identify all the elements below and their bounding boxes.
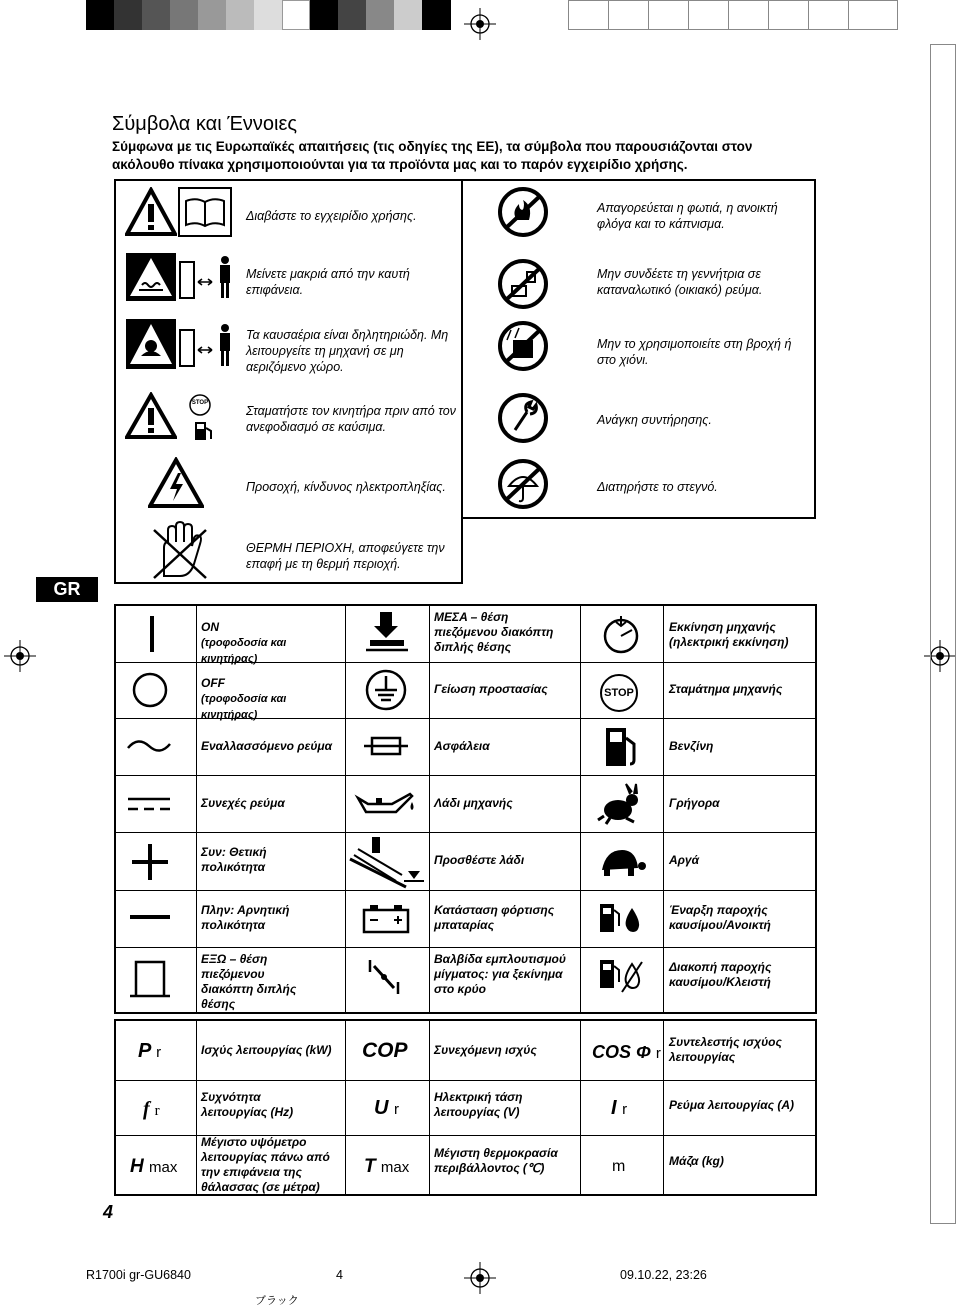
keep-distance-icon (178, 318, 238, 370)
param-symbol-hmax: H max (130, 1156, 178, 1177)
symbol-text-plus: Συν: Θετική πολικότητα (201, 845, 267, 874)
choke-valve-icon (364, 956, 404, 998)
param-text-ir: Ρεύμα λειτουργίας (A) (669, 1098, 795, 1112)
fuel-off-icon (596, 956, 646, 996)
param-symbol-ir: I r (611, 1097, 628, 1119)
symbol-text-start: Εκκίνηση μηχανής (ηλεκτρική εκκίνηση) (669, 620, 789, 649)
maintenance-wrench-icon (497, 392, 549, 444)
param-symbol-pr: P r (138, 1040, 162, 1062)
ground-icon (364, 668, 408, 712)
param-symbol-fr: f r (143, 1098, 160, 1120)
no-mains-connection-icon (497, 258, 549, 310)
symbol-text-ac: Εναλλασσόμενο ρεύμα (201, 739, 333, 753)
param-symbol-cop: COP (362, 1039, 408, 1062)
footer-color: ブラック (255, 1295, 299, 1307)
safety-text-exhaust: Τα καυσαέρια είναι δηλητηριώδη. Μη λειτουργείτε τη μηχανή σε μη αεριζόμενο χώρο. (246, 328, 449, 374)
slow-turtle-icon (594, 846, 646, 880)
manual-book-icon (178, 187, 232, 237)
symbol-text-stop: Σταμάτημα μηχανής (669, 682, 783, 696)
keep-dry-icon (497, 458, 549, 510)
safety-text-hot-surface: Μείνετε μακριά από την καυτή επιφάνεια. (246, 267, 410, 297)
registration-strip-right (930, 44, 956, 1224)
footer-page: 4 (336, 1268, 343, 1282)
registration-blocks-right (568, 0, 898, 30)
no-rain-icon (497, 320, 549, 372)
add-oil-icon (346, 835, 426, 889)
param-text-cos: Συντελεστής ισχύος λειτουργίας (669, 1035, 782, 1064)
symbol-text-petrol: Βενζίνη (669, 739, 714, 753)
fuel-pump-icon (193, 420, 215, 442)
registration-mark-top (464, 8, 496, 40)
symbol-text-battery: Κατάσταση φόρτισης μπαταρίας (434, 903, 555, 932)
hot-surface-icon (125, 252, 177, 302)
footer-file: R1700i gr-GU6840 (86, 1268, 191, 1282)
safety-text-keep-dry: Διατηρήστε το στεγνό. (597, 480, 718, 494)
symbol-text-fuel-on: Έναρξη παροχής καυσίμου/Ανοικτή (669, 903, 771, 932)
toxic-exhaust-icon (125, 318, 177, 370)
safety-text-hot-area: ΘΕΡΜΗ ΠΕΡΙΟΧΗ, αποφεύγετε την επαφή με τη θερμή περιοχή. (246, 541, 445, 571)
param-text-m: Μάζα (kg) (669, 1154, 724, 1168)
param-symbol-m: m (612, 1158, 626, 1175)
param-text-pr: Ισχύς λειτουργίας (kW) (201, 1043, 332, 1057)
safety-text-no-mains: Μην συνδέετε τη γεννήτρια σε καταναλωτικό (οικιακό) ρεύμα. (597, 267, 763, 297)
fuel-on-icon (596, 900, 646, 938)
electric-hazard-icon (148, 457, 204, 509)
in-position-icon (364, 610, 410, 656)
fast-rabbit-icon (596, 782, 644, 826)
param-text-tmax: Μέγιστη θερμοκρασία περιβάλλοντος (℃) (434, 1146, 558, 1175)
safety-text-electric: Προσοχή, κίνδυνος ηλεκτροπληξίας. (246, 480, 446, 494)
symbol-text-slow: Αργά (669, 853, 700, 867)
safety-text-no-rain: Μην το χρησιμοποιείτε στη βροχή ή στο χιόνι. (597, 337, 792, 367)
symbol-text-minus: Πλην: Αρνητική πολικότητα (201, 903, 290, 932)
language-tab: GR (36, 577, 98, 602)
param-symbol-ur: U r (374, 1097, 400, 1119)
safety-text-stop-refuel: Σταματήστε τον κινητήρα πριν από τον ανεφοδιασμό σε καύσιμα. (246, 404, 456, 434)
stop-icon-text: STOP (604, 687, 634, 699)
on-line-icon (146, 614, 158, 654)
symbol-text-fast: Γρήγορα (669, 796, 720, 810)
engine-start-icon (600, 612, 642, 656)
param-text-fr: Συχνότητα λειτουργίας (Hz) (201, 1090, 294, 1119)
page-number: 4 (103, 1202, 114, 1222)
symbol-text-engine-oil: Λάδι μηχανής (434, 796, 513, 810)
symbol-text-fuse: Ασφάλεια (434, 739, 490, 753)
oil-can-icon (352, 786, 418, 822)
symbol-text-in: ΜΕΣΑ – θέση πιεζόμενου διακόπτη διπλής θέσης (434, 610, 554, 654)
keep-distance-icon (178, 252, 238, 302)
symbol-text-add-oil: Προσθέστε λάδι (434, 853, 525, 867)
stop-badge-text: STOP (191, 400, 209, 406)
symbol-text-fuel-off: Διακοπή παροχής καυσίμου/Κλειστή (669, 960, 772, 989)
out-position-icon (128, 956, 174, 1000)
no-fire-icon (497, 186, 549, 238)
safety-text-read-manual: Διαβάστε το εγχειρίδιο χρήσης. (246, 209, 417, 223)
intro-paragraph: Σύμφωνα με τις Ευρωπαϊκές απαιτήσεις (τις οδηγίες της ΕΕ), τα σύμβολα που παρουσιάζονται στον ακόλουθο πίνακα χρησιμοποιούνται για τα προϊόντα μας και το παρόν εγχειρίδιο χρήσης. (112, 139, 753, 172)
petrol-pump-icon (602, 724, 642, 770)
warning-triangle-icon (125, 392, 177, 440)
dc-icon (124, 793, 174, 815)
param-symbol-cos: COS Φ r (592, 1042, 661, 1062)
param-text-cop: Συνεχόμενη ισχύς (434, 1043, 537, 1057)
fuse-icon (362, 734, 410, 758)
ac-wave-icon (124, 734, 174, 758)
off-circle-icon (130, 669, 170, 711)
safety-text-maintenance: Ανάγκη συντήρησης. (597, 413, 712, 427)
footer-date: 09.10.22, 23:26 (620, 1268, 707, 1282)
registration-mark-bottom (464, 1262, 496, 1294)
no-touch-hand-icon (150, 520, 210, 582)
symbol-text-choke: Βαλβίδα εμπλουτισμού μίγματος: για ξεκίνημα στο κρύο (434, 952, 566, 996)
plus-icon (130, 842, 170, 882)
warning-triangle-icon (125, 187, 177, 237)
battery-icon (360, 902, 412, 936)
symbol-text-on: ON (τροφοδοσία και κινητήρας) (201, 620, 287, 665)
registration-mark-left (4, 640, 36, 672)
symbol-text-ground: Γείωση προστασίας (434, 682, 548, 696)
registration-blocks (86, 0, 451, 30)
param-text-hmax: Μέγιστο υψόμετρο λειτουργίας πάνω από την επιφάνεια της θάλασσας (σε μέτρα) (201, 1135, 330, 1194)
symbol-text-off: OFF (τροφοδοσία και κινητήρας) (201, 676, 287, 721)
page-title: Σύμβολα και Έννοιες (112, 113, 298, 135)
symbol-text-dc: Συνεχές ρεύμα (201, 796, 285, 810)
symbol-text-out: ΕΞΩ – θέση πιεζόμενου διακόπτη διπλής θέσης (201, 952, 297, 1011)
safety-text-no-fire: Απαγορεύεται η φωτιά, η ανοικτή φλόγα και το κάπνισμα. (597, 201, 778, 231)
param-symbol-tmax: T max (364, 1156, 410, 1177)
minus-icon (128, 912, 172, 922)
param-text-ur: Ηλεκτρική τάση λειτουργίας (V) (434, 1090, 523, 1119)
